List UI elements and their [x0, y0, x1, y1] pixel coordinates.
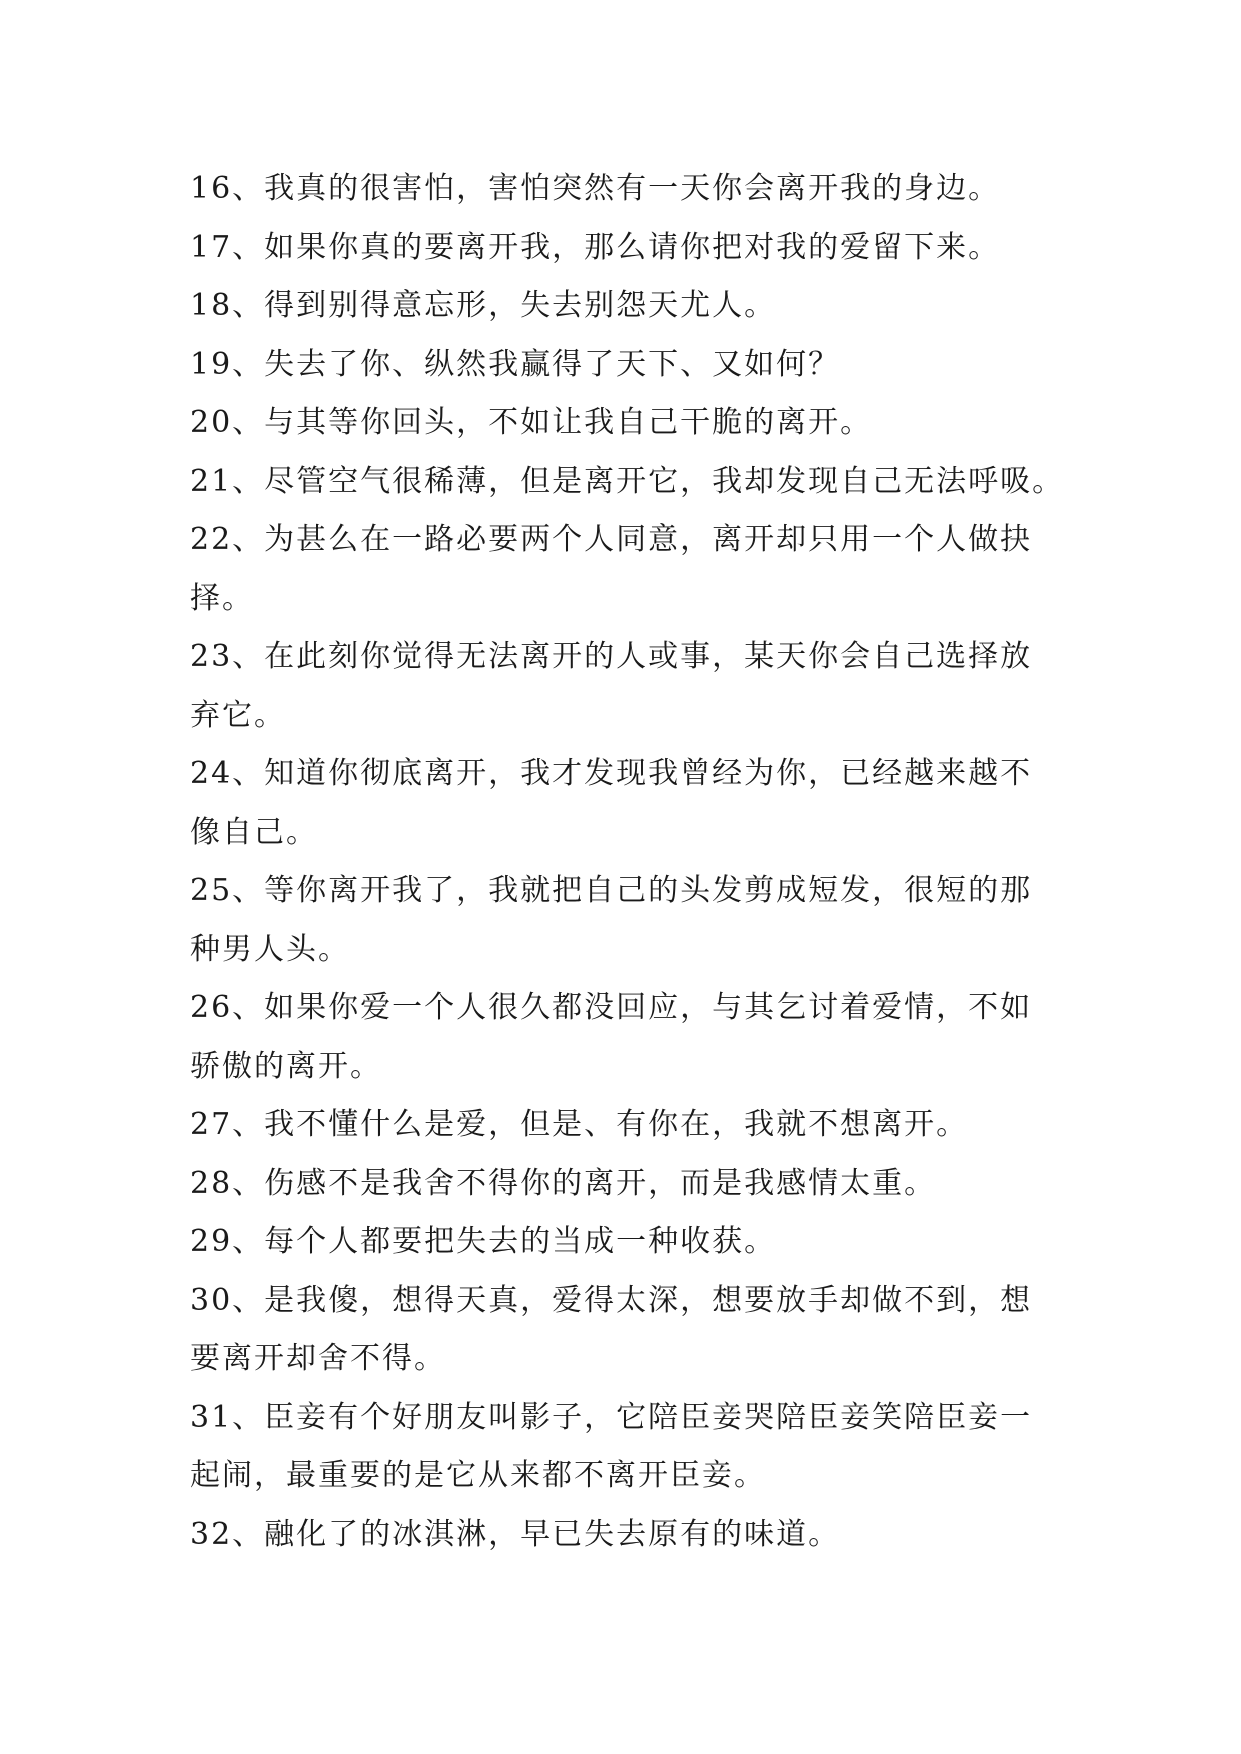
- text-line: 20、与其等你回头，不如让我自己干脆的离开。: [190, 405, 873, 440]
- text-line: 32、融化了的冰淇淋，早已失去原有的味道。: [190, 1516, 841, 1552]
- text-line: 22、为甚么在一路必要两个人同意，离开却只用一个人做抉: [190, 522, 1033, 557]
- text-line: 像自己。: [190, 814, 318, 850]
- text-line: 种男人头。: [190, 931, 350, 967]
- text-line: 30、是我傻，想得天真，爱得太深，想要放手却做不到，想: [190, 1282, 1033, 1318]
- document-body: [190, 160, 1070, 1564]
- text-line: 骄傲的离开。: [190, 1048, 382, 1084]
- text-line: 21、尽管空气很稀薄，但是离开它，我却发现自己无法呼吸。: [190, 463, 1065, 499]
- text-line: 17、如果你真的要离开我，那么请你把对我的爱留下来。: [190, 229, 1001, 265]
- text-line: 18、得到别得意忘形，失去别怨天尤人。: [190, 288, 777, 323]
- text-line: 28、伤感不是我舍不得你的离开，而是我感情太重。: [190, 1165, 937, 1201]
- text-line: 要离开却舍不得。: [190, 1341, 446, 1376]
- text-line: 23、在此刻你觉得无法离开的人或事，某天你会自己选择放: [190, 639, 1033, 674]
- text-line: 弃它。: [190, 697, 286, 733]
- text-line: 29、每个人都要把失去的当成一种收获。: [190, 1224, 777, 1259]
- text-line: 24、知道你彻底离开，我才发现我曾经为你，已经越来越不: [190, 756, 1033, 791]
- text-line: 16、我真的很害怕，害怕突然有一天你会离开我的身边。: [190, 171, 1001, 206]
- text-line: 25、等你离开我了，我就把自己的头发剪成短发，很短的那: [190, 873, 1033, 908]
- text-line: 27、我不懂什么是爱，但是、有你在，我就不想离开。: [190, 1107, 969, 1142]
- text-line: 起闹，最重要的是它从来都不离开臣妾。: [190, 1458, 766, 1493]
- text-line: 26、如果你爱一个人很久都没回应，与其乞讨着爱情，不如: [190, 990, 1033, 1025]
- text-line: 择。: [190, 580, 254, 616]
- text-line: 19、失去了你、纵然我赢得了天下、又如何？: [190, 346, 841, 382]
- text-line: 31、臣妾有个好朋友叫影子，它陪臣妾哭陪臣妾笑陪臣妾一: [190, 1399, 1033, 1435]
